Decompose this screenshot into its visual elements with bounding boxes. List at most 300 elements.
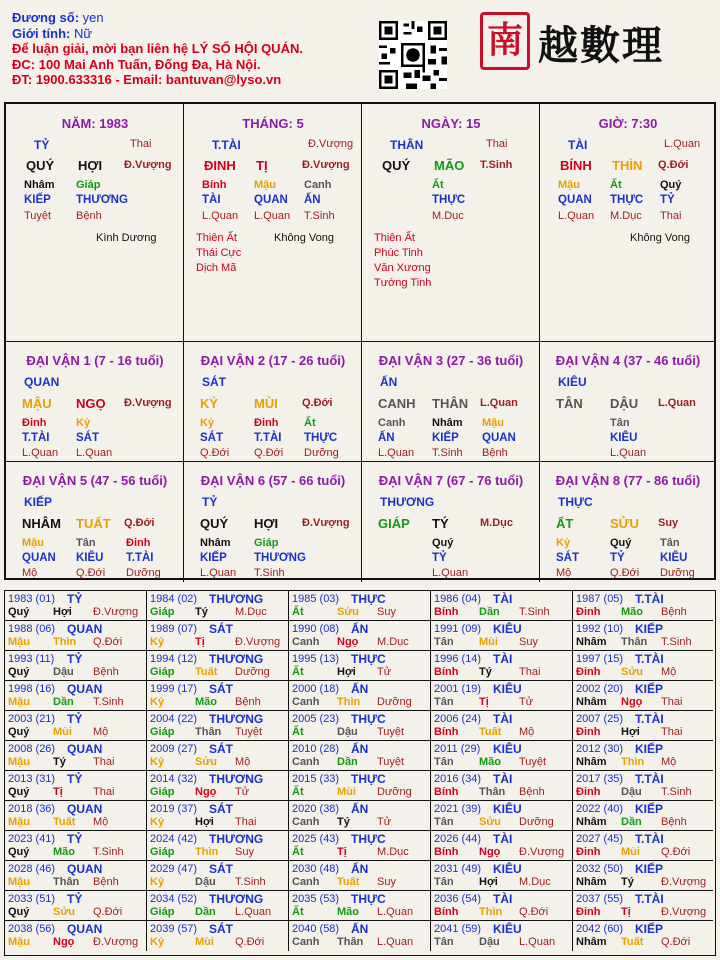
- hidden-stem: Kỷ: [556, 537, 571, 549]
- year-can: Giáp: [150, 846, 175, 858]
- year-label: 2025 (43): [292, 833, 340, 845]
- hidden-stem: Tân: [610, 417, 630, 429]
- pillar-stage: Q.Đới: [658, 159, 689, 171]
- hidden-god: THỰC: [610, 194, 644, 206]
- pillar-god: TÀI: [568, 138, 588, 152]
- year-can: Giáp: [150, 786, 175, 798]
- year-cell: [147, 891, 289, 921]
- year-cell: [289, 741, 431, 771]
- year-label: 2008 (26): [8, 743, 56, 755]
- year-chi: Thìn: [53, 636, 77, 648]
- year-label: 1983 (01): [8, 593, 56, 605]
- year-label: 2021 (39): [434, 803, 482, 815]
- daivan-stage: Q.Đới: [302, 397, 333, 409]
- year-stage: Tuyệt: [235, 726, 263, 738]
- year-can: Mậu: [8, 936, 30, 948]
- hidden-god: THỰC: [432, 194, 466, 206]
- hidden-stem: Canh: [378, 417, 406, 429]
- hidden-god: T.TÀI: [22, 432, 50, 444]
- year-cell: [289, 891, 431, 921]
- year-chi: Tý: [195, 606, 208, 618]
- gender-line: Giới tính: Nữ: [12, 25, 93, 41]
- year-cell: [5, 921, 147, 951]
- year-chi: Mùi: [479, 636, 498, 648]
- qr-code-icon[interactable]: [379, 21, 447, 89]
- daivan-chi: DẬU: [610, 396, 639, 411]
- year-cell: [573, 861, 713, 891]
- hidden-stage: L.Quan: [432, 567, 469, 579]
- pillar-god: THÂN: [390, 138, 424, 152]
- year-can: Nhâm: [576, 696, 607, 708]
- pillar-can: QUÝ: [26, 158, 55, 173]
- year-can: Bính: [434, 846, 459, 858]
- year-can: Canh: [292, 696, 320, 708]
- hidden-stem: Nhâm: [200, 537, 231, 549]
- pillar-0: [6, 104, 184, 342]
- year-label: 2031 (49): [434, 863, 482, 875]
- year-chi: Mùi: [195, 936, 214, 948]
- year-stage: Thai: [93, 756, 115, 768]
- year-god: TỶ: [67, 592, 83, 606]
- hidden-god: SÁT: [200, 432, 223, 444]
- year-label: 2029 (47): [150, 863, 198, 875]
- year-stage: Thai: [661, 696, 683, 708]
- hidden-god: ẤN: [304, 194, 321, 206]
- year-stage: Đ.Vượng: [93, 606, 139, 618]
- year-god: TÀI: [493, 772, 513, 786]
- hidden-stem: Mậu: [22, 537, 44, 549]
- year-stage: T.Sinh: [661, 636, 692, 648]
- year-chi: Sửu: [621, 666, 644, 678]
- year-god: KIÊU: [493, 742, 522, 756]
- pillar-title: THÁNG: 5: [242, 116, 304, 131]
- year-cell: [289, 861, 431, 891]
- hidden-stem: Canh: [304, 179, 332, 191]
- pillar-stage: Đ.Vượng: [302, 159, 350, 171]
- year-god: THƯƠNG: [209, 592, 264, 606]
- daivan-can: QUÝ: [200, 516, 229, 531]
- hidden-god: KIÊU: [76, 552, 104, 564]
- year-chi: Tuất: [479, 726, 502, 738]
- year-stage: Tử: [377, 666, 392, 678]
- year-stage: Dưỡng: [235, 666, 270, 678]
- hidden-stage: M.Dục: [610, 210, 642, 222]
- year-stage: M.Dục: [235, 606, 267, 618]
- year-can: Ất: [292, 726, 304, 738]
- year-label: 2002 (20): [576, 683, 624, 695]
- year-cell: [573, 681, 713, 711]
- pillar-1: [184, 104, 362, 342]
- year-stage: T.Sinh: [93, 696, 124, 708]
- hidden-stage: T.Sinh: [304, 210, 335, 222]
- year-god: KIÊU: [493, 922, 522, 936]
- hidden-god: T.TÀI: [254, 432, 282, 444]
- year-god: ẤN: [351, 862, 369, 876]
- year-cell: [5, 741, 147, 771]
- year-stage: Đ.Vượng: [93, 936, 139, 948]
- year-stage: M.Dục: [377, 636, 409, 648]
- daivan-6: [184, 462, 362, 582]
- year-god: THỰC: [351, 832, 386, 846]
- year-god: T.TÀI: [635, 772, 664, 786]
- year-stage: Tuyệt: [519, 756, 547, 768]
- year-stage: Thai: [235, 816, 257, 828]
- hidden-god: THỰC: [304, 432, 338, 444]
- year-chi: Hợi: [479, 876, 498, 888]
- year-cell: [573, 921, 713, 951]
- year-cell: [147, 921, 289, 951]
- year-stage: Thai: [661, 726, 683, 738]
- year-label: 2010 (28): [292, 743, 340, 755]
- year-label: 1992 (10): [576, 623, 624, 635]
- daivan-god: SÁT: [202, 375, 226, 389]
- year-chi: Dần: [337, 756, 358, 768]
- year-cell: [431, 921, 573, 951]
- year-cell: [289, 681, 431, 711]
- year-chi: Ngọ: [479, 846, 501, 858]
- daivan-chi: MÙI: [254, 396, 278, 411]
- year-god: THƯƠNG: [209, 832, 264, 846]
- year-stage: T.Sinh: [235, 876, 266, 888]
- daivan-stage: M.Dục: [480, 517, 513, 529]
- year-god: THƯƠNG: [209, 652, 264, 666]
- year-cell: [431, 591, 573, 621]
- year-can: Ất: [292, 846, 304, 858]
- year-stage: T.Sinh: [519, 606, 550, 618]
- year-god: QUAN: [67, 622, 103, 636]
- year-can: Nhâm: [576, 876, 607, 888]
- daivan-stage: Q.Đới: [124, 517, 155, 529]
- year-cell: [573, 711, 713, 741]
- year-can: Canh: [292, 876, 320, 888]
- year-label: 2039 (57): [150, 923, 198, 935]
- year-chi: Hợi: [53, 606, 72, 618]
- year-label: 2004 (22): [150, 713, 198, 725]
- year-stage: Bệnh: [661, 816, 687, 828]
- star-left: Thiên Ất: [196, 232, 237, 244]
- year-god: TÀI: [493, 592, 513, 606]
- year-cell: [5, 711, 147, 741]
- daivan-5: [6, 462, 184, 582]
- year-chi: Tuất: [53, 816, 76, 828]
- year-chi: Mùi: [53, 726, 72, 738]
- hidden-stage: Q.Đới: [254, 447, 284, 459]
- year-chi: Mão: [337, 906, 359, 918]
- year-can: Ất: [292, 666, 304, 678]
- year-label: 2034 (52): [150, 893, 198, 905]
- daivan-1: [6, 342, 184, 462]
- year-label: 2014 (32): [150, 773, 198, 785]
- year-god: THỰC: [351, 772, 386, 786]
- daivan-title: ĐẠI VẬN 4 (37 - 46 tuổi): [555, 353, 701, 368]
- year-chi: Sửu: [337, 606, 360, 618]
- year-can: Giáp: [150, 726, 175, 738]
- year-label: 2038 (56): [8, 923, 56, 935]
- header-info: [12, 10, 303, 88]
- daivan-god: QUAN: [24, 375, 60, 389]
- daivan-7: [362, 462, 540, 582]
- year-chi: Sửu: [53, 906, 76, 918]
- year-can: Đinh: [576, 606, 601, 618]
- hidden-god: KIÊU: [660, 552, 688, 564]
- year-label: 1990 (08): [292, 623, 340, 635]
- year-label: 2041 (59): [434, 923, 482, 935]
- year-label: 2019 (37): [150, 803, 198, 815]
- hidden-stage: L.Quan: [200, 567, 237, 579]
- year-chi: Tuất: [337, 876, 360, 888]
- hidden-stage: L.Quan: [202, 210, 239, 222]
- year-chi: Hợi: [621, 726, 640, 738]
- year-label: 2011 (29): [434, 743, 481, 755]
- year-god: QUAN: [67, 682, 103, 696]
- year-can: Bính: [434, 726, 459, 738]
- year-god: KIẾP: [635, 862, 664, 876]
- year-can: Đinh: [576, 726, 601, 738]
- year-stage: Bệnh: [93, 876, 119, 888]
- year-table: [4, 590, 716, 956]
- year-label: 1986 (04): [434, 593, 482, 605]
- daivan-chi: SỬU: [610, 516, 639, 531]
- year-god: THỰC: [351, 712, 386, 726]
- year-can: Canh: [292, 636, 320, 648]
- year-chi: Thìn: [479, 906, 503, 918]
- year-cell: [147, 591, 289, 621]
- year-stage: T.Sinh: [93, 846, 124, 858]
- daivan-stage: Đ.Vượng: [302, 517, 350, 529]
- year-stage: L.Quan: [377, 906, 414, 918]
- hidden-stage: M.Dục: [432, 210, 464, 222]
- daivan-title: ĐẠI VẬN 7 (67 - 76 tuổi): [378, 473, 524, 488]
- hidden-stem: Nhâm: [24, 179, 55, 191]
- daivan-title: ĐẠI VẬN 2 (17 - 26 tuổi): [200, 353, 346, 368]
- hidden-god: QUAN: [482, 432, 516, 444]
- year-stage: Mộ: [661, 756, 677, 768]
- year-label: 2001 (19): [434, 683, 482, 695]
- year-label: 2032 (50): [576, 863, 624, 875]
- pillar-can: ĐINH: [204, 158, 236, 173]
- hidden-stem: Tân: [660, 537, 680, 549]
- year-god: T.TÀI: [635, 712, 664, 726]
- hidden-god: TỶ: [660, 194, 675, 206]
- year-god: KIÊU: [493, 802, 522, 816]
- hidden-god: QUAN: [22, 552, 56, 564]
- year-label: 1997 (15): [576, 653, 624, 665]
- hidden-stem: Đinh: [126, 537, 151, 549]
- year-god: THỰC: [351, 652, 386, 666]
- year-can: Mậu: [8, 636, 30, 648]
- year-cell: [5, 891, 147, 921]
- hidden-stem: Quý: [432, 537, 454, 549]
- year-can: Tân: [434, 876, 454, 888]
- year-chi: Tý: [621, 876, 634, 888]
- year-can: Mậu: [8, 696, 30, 708]
- hidden-god: TÀI: [202, 194, 221, 206]
- daivan-can: NHÂM: [22, 516, 61, 531]
- year-god: TỶ: [67, 652, 83, 666]
- year-stage: M.Dục: [519, 876, 551, 888]
- hidden-stem: Đinh: [254, 417, 279, 429]
- year-stage: Q.Đới: [661, 846, 691, 858]
- pillar-title: NĂM: 1983: [61, 116, 129, 131]
- year-label: 2003 (21): [8, 713, 56, 725]
- year-stage: Tử: [377, 816, 392, 828]
- contact-line: Để luận giải, mời bạn liên hệ LÝ SỐ HỘI QUÁN.: [12, 41, 303, 56]
- year-god: TÀI: [493, 892, 513, 906]
- year-chi: Hợi: [195, 816, 214, 828]
- daivan-4: [540, 342, 716, 462]
- daivan-title: ĐẠI VẬN 5 (47 - 56 tuổi): [22, 473, 168, 488]
- year-god: SÁT: [209, 862, 233, 876]
- daivan-title: ĐẠI VẬN 3 (27 - 36 tuổi): [378, 353, 524, 368]
- year-god: KIÊU: [493, 862, 522, 876]
- hidden-stage: L.Quan: [76, 447, 113, 459]
- year-chi: Dậu: [337, 726, 358, 738]
- year-label: 2037 (55): [576, 893, 624, 905]
- year-stage: L.Quan: [377, 936, 414, 948]
- year-cell: [147, 681, 289, 711]
- hidden-stem: Mậu: [558, 179, 580, 191]
- year-label: 1996 (14): [434, 653, 482, 665]
- year-can: Bính: [434, 606, 459, 618]
- hidden-stage: T.Sinh: [254, 567, 285, 579]
- year-god: KIẾP: [635, 802, 664, 816]
- daivan-title: ĐẠI VẬN 1 (7 - 16 tuổi): [26, 353, 164, 368]
- year-label: 2013 (31): [8, 773, 56, 785]
- year-can: Ất: [292, 786, 304, 798]
- daivan-can: KỶ: [200, 396, 219, 411]
- chart-grid: [4, 102, 716, 580]
- year-chi: Tý: [53, 756, 66, 768]
- year-label: 2005 (23): [292, 713, 340, 725]
- year-god: ẤN: [351, 802, 369, 816]
- star-left: Thái Cực: [196, 247, 242, 259]
- year-cell: [431, 681, 573, 711]
- daivan-title: ĐẠI VẬN 8 (77 - 86 tuổi): [555, 473, 701, 488]
- year-can: Mậu: [8, 816, 30, 828]
- year-stage: Q.Đới: [93, 636, 123, 648]
- year-god: THỰC: [351, 892, 386, 906]
- year-god: SÁT: [209, 682, 233, 696]
- year-can: Kỷ: [150, 816, 165, 828]
- year-god: KIÊU: [493, 622, 522, 636]
- daivan-god: THỰC: [558, 495, 593, 509]
- year-cell: [5, 861, 147, 891]
- year-chi: Tị: [195, 636, 205, 648]
- year-can: Nhâm: [576, 636, 607, 648]
- year-cell: [573, 651, 713, 681]
- year-cell: [573, 591, 713, 621]
- year-can: Kỷ: [150, 936, 165, 948]
- year-stage: Q.Đới: [235, 936, 265, 948]
- year-stage: Dưỡng: [377, 696, 412, 708]
- year-can: Đinh: [576, 846, 601, 858]
- year-can: Mậu: [8, 756, 30, 768]
- hidden-god: T.TÀI: [126, 552, 154, 564]
- brand-logo: [476, 10, 708, 72]
- star-left: Dịch Mã: [196, 262, 237, 274]
- year-cell: [147, 801, 289, 831]
- year-cell: [573, 801, 713, 831]
- year-chi: Tị: [53, 786, 63, 798]
- star-left: Thiên Ất: [374, 232, 415, 244]
- year-label: 2017 (35): [576, 773, 624, 785]
- year-cell: [147, 861, 289, 891]
- daivan-chi: TUẤT: [76, 516, 111, 531]
- year-chi: Dần: [195, 906, 216, 918]
- star-right: Không Vong: [630, 232, 690, 244]
- year-cell: [5, 621, 147, 651]
- year-stage: Q.Đới: [661, 936, 691, 948]
- year-god: TỶ: [67, 712, 83, 726]
- year-label: 2022 (40): [576, 803, 624, 815]
- hidden-stem: Kỷ: [200, 417, 215, 429]
- year-cell: [573, 771, 713, 801]
- year-can: Đinh: [576, 666, 601, 678]
- hidden-stem: Đinh: [22, 417, 47, 429]
- owner-line: Đương số: yen: [12, 10, 104, 25]
- star-left: Phúc Tinh: [374, 247, 423, 259]
- hidden-stem: Giáp: [76, 179, 101, 191]
- hidden-stage: Bệnh: [482, 447, 508, 459]
- star-right: Kình Dương: [96, 232, 157, 244]
- hidden-stage: Thai: [660, 210, 682, 222]
- year-label: 1998 (16): [8, 683, 56, 695]
- year-stage: Bệnh: [661, 606, 687, 618]
- year-can: Quý: [8, 726, 30, 738]
- year-can: Canh: [292, 756, 320, 768]
- hidden-god: THƯƠNG: [254, 552, 306, 564]
- year-stage: Bệnh: [235, 696, 261, 708]
- year-chi: Mão: [53, 846, 75, 858]
- year-label: 2027 (45): [576, 833, 624, 845]
- year-god: SÁT: [209, 742, 233, 756]
- hidden-stem: Ất: [610, 179, 622, 191]
- hidden-stage: Tuyệt: [24, 210, 52, 222]
- year-cell: [573, 831, 713, 861]
- pillar-god-right: Đ.Vượng: [308, 138, 354, 150]
- year-chi: Tý: [479, 666, 492, 678]
- year-cell: [289, 771, 431, 801]
- year-cell: [147, 651, 289, 681]
- pillar-god: TỶ: [34, 138, 50, 152]
- daivan-stage: L.Quan: [480, 397, 518, 409]
- hidden-stem: Bính: [202, 179, 227, 191]
- daivan-god: ẤN: [380, 375, 398, 389]
- pillar-title: NGÀY: 15: [421, 116, 481, 131]
- year-stage: Suy: [377, 876, 396, 888]
- hidden-stem: Kỷ: [76, 417, 91, 429]
- star-left: Văn Xương: [374, 262, 431, 274]
- year-chi: Sửu: [195, 756, 218, 768]
- pillar-chi: TỊ: [256, 158, 268, 173]
- year-chi: Tý: [337, 816, 350, 828]
- year-cell: [147, 621, 289, 651]
- daivan-chi: THÂN: [432, 396, 469, 411]
- pillar-god-right: Thai: [130, 138, 152, 150]
- year-god: TÀI: [493, 712, 513, 726]
- year-label: 1994 (12): [150, 653, 198, 665]
- year-god: KIẾP: [635, 622, 664, 636]
- year-chi: Thân: [621, 636, 648, 648]
- hidden-god: QUAN: [254, 194, 288, 206]
- year-chi: Hợi: [337, 666, 356, 678]
- year-can: Tân: [434, 636, 454, 648]
- year-god: T.TÀI: [635, 832, 664, 846]
- year-can: Quý: [8, 606, 30, 618]
- year-stage: Mộ: [519, 726, 535, 738]
- year-label: 2033 (51): [8, 893, 56, 905]
- year-cell: [431, 621, 573, 651]
